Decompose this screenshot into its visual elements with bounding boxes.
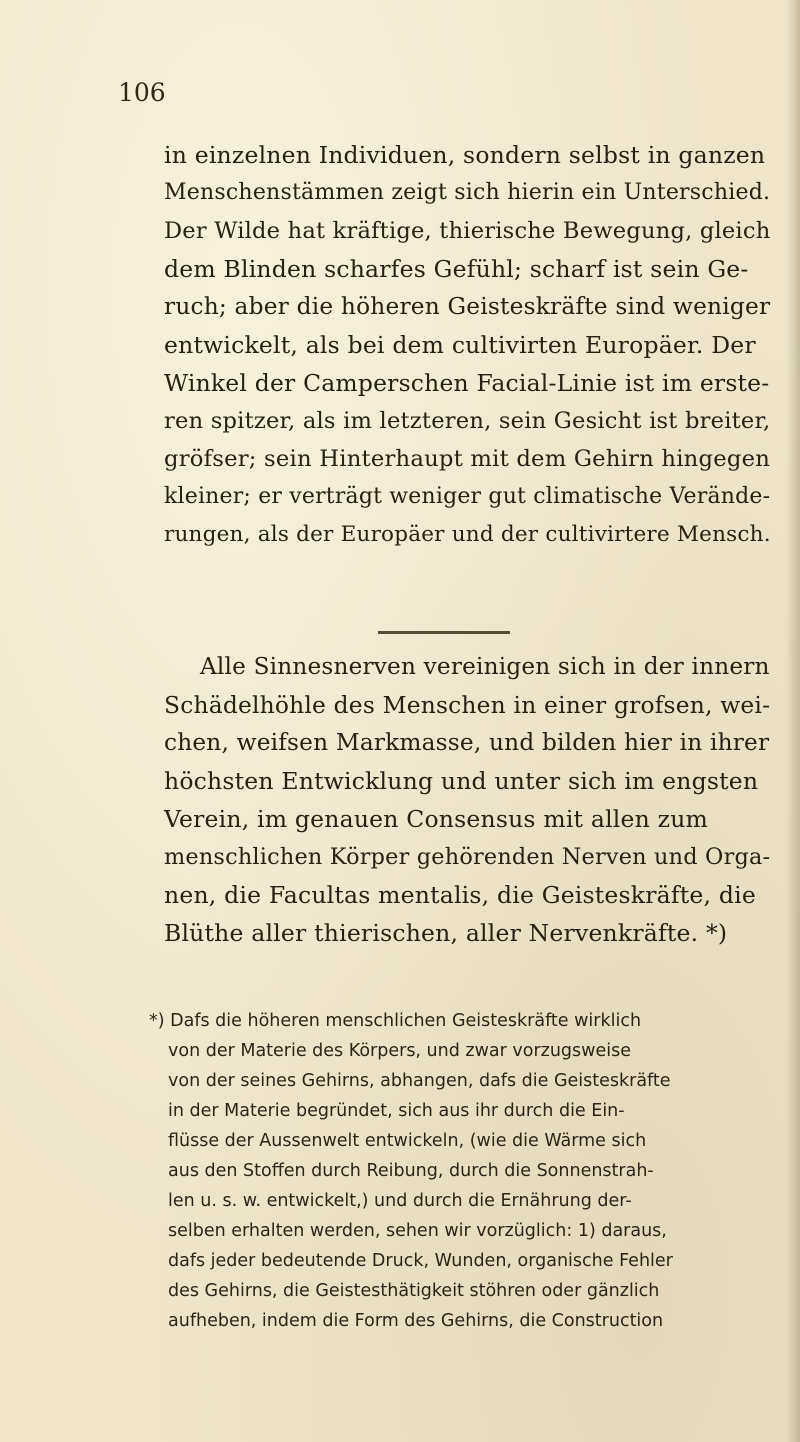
paragraph1-line: Menschenstämmen zeigt sich hierin ein Unterschied. bbox=[164, 180, 771, 205]
paragraph2-line: nen, die Facultas mentalis, die Geisteskräfte, die bbox=[164, 881, 756, 909]
paragraph1-line: Winkel der Camperschen Facial-Linie ist im erste- bbox=[164, 369, 770, 397]
paragraph1-line: entwickelt, als bei dem cultivirten Europäer. Der bbox=[164, 331, 756, 359]
paragraph1-line: rungen, als der Europäer und der cultivirtere Mensch. bbox=[164, 522, 771, 547]
footnote-line: flüsse der Aussenwelt entwickeln, (wie die Wärme sich bbox=[168, 1131, 647, 1151]
footnote-line: *) Dafs die höheren menschlichen Geisteskräfte wirklich bbox=[149, 1011, 642, 1031]
paragraph1-line: ren spitzer, als im letzteren, sein Gesicht ist breiter, bbox=[164, 408, 771, 434]
paragraph1-line: Der Wilde hat kräftige, thierische Bewegung, gleich bbox=[164, 218, 771, 244]
footnote-line: selben erhalten werden, sehen wir vorzüglich: 1) daraus, bbox=[168, 1221, 667, 1241]
paragraph2-line: chen, weifsen Markmasse, und bilden hier in ihrer bbox=[164, 729, 770, 756]
paragraph1-line: ruch; aber die höheren Geisteskräfte sind weniger bbox=[164, 293, 771, 320]
section-divider bbox=[378, 631, 510, 634]
footnote-line: von der Materie des Körpers, und zwar vorzugsweise bbox=[168, 1041, 631, 1061]
paragraph1-line: in einzelnen Individuen, sondern selbst in ganzen bbox=[164, 141, 766, 169]
paragraph1-line: gröfser; sein Hinterhaupt mit dem Gehirn hingegen bbox=[164, 446, 771, 472]
paragraph2-line: menschlichen Körper gehörenden Nerven und Orga- bbox=[164, 844, 771, 870]
footnote-line: des Gehirns, die Geistesthätigkeit stöhren oder gänzlich bbox=[168, 1281, 660, 1301]
paragraph2-line: Schädelhöhle des Menschen in einer grofsen, wei- bbox=[164, 691, 771, 719]
footnote-line: aus den Stoffen durch Reibung, durch die Sonnenstrah- bbox=[168, 1161, 654, 1181]
paragraph1-line: dem Blinden scharfes Gefühl; scharf ist sein Ge- bbox=[164, 255, 749, 283]
footnote-line: len u. s. w. entwickelt,) und durch die Ernährung der- bbox=[168, 1191, 632, 1211]
footnote-line: aufheben, indem die Form des Gehirns, die Construction bbox=[168, 1311, 664, 1331]
paragraph1-line: kleiner; er verträgt weniger gut climatische Verände- bbox=[164, 484, 771, 509]
footnote-line: in der Materie begründet, sich aus ihr durch die Ein- bbox=[168, 1101, 625, 1121]
paragraph2-line: Blüthe aller thierischen, aller Nervenkräfte. *) bbox=[164, 919, 728, 947]
footnote-line: dafs jeder bedeutende Druck, Wunden, organische Fehler bbox=[168, 1251, 673, 1271]
paragraph2-line: höchsten Entwicklung und unter sich im engsten bbox=[164, 767, 759, 795]
page-edge-shadow bbox=[786, 0, 800, 1442]
footnote-line: von der seines Gehirns, abhangen, dafs die Geisteskräfte bbox=[168, 1071, 671, 1091]
paragraph2-line: Verein, im genauen Consensus mit allen zum bbox=[164, 805, 709, 833]
paragraph2-line: Alle Sinnesnerven vereinigen sich in der innern bbox=[200, 653, 770, 680]
page-number: 106 bbox=[118, 78, 166, 107]
